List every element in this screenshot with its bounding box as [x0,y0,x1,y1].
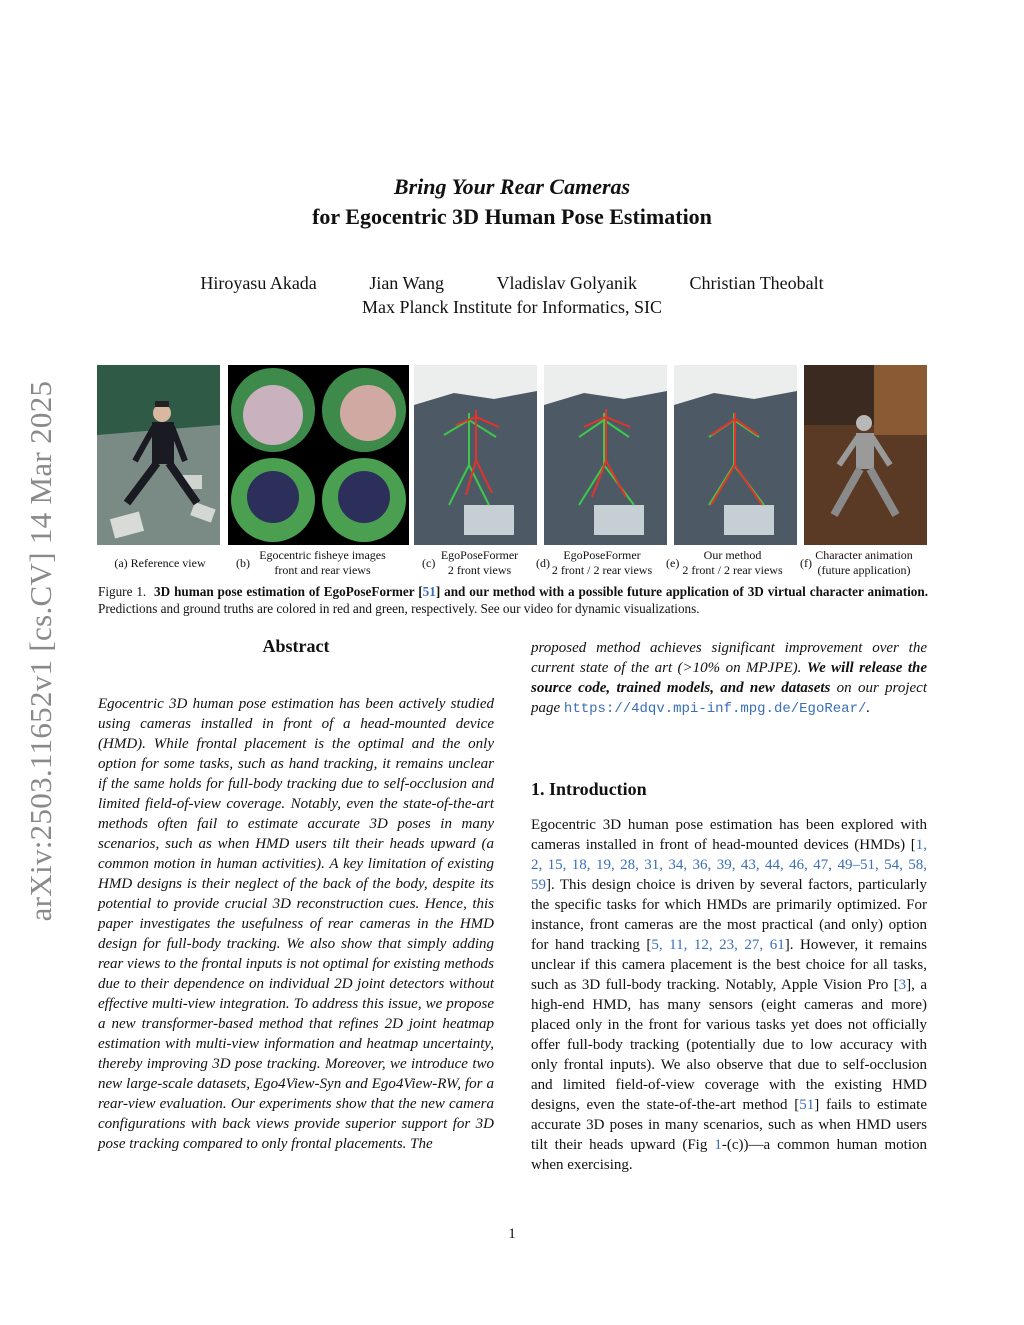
citation-link[interactable]: 5, 11, 12, 23, 27, 61 [651,937,785,953]
figure-panel-fisheye-images [228,365,409,545]
figure-caption: Figure 1. 3D human pose estimation of EgoPoseFormer [51] and our method with a possible future application of 3D virtual character animation. Predictions and ground truths are colored in red and green, respectively. See our video for dynamic visualizations. [98,584,929,616]
figure-panel-reference-view [97,365,220,545]
title-line-1: Bring Your Rear Cameras [393,174,631,199]
citation-link[interactable]: 3 [898,977,907,993]
author-list [0,271,1024,295]
panel-caption-e: (e) Our method 2 front / 2 rear views [666,548,783,577]
citation-link[interactable]: 1, 2, 15, 18, 19, 28, 31, 34, 36, 39, 43, 44, 46, 47, 49–51, 54, 58, 59 [531,837,927,893]
page-number: 1 [508,1226,516,1242]
panel-caption-d: (d) EgoPoseFormer 2 front / 2 rear views [536,548,653,577]
abstract-text: Egocentric 3D human pose estimation has been actively studied using cameras installed in front of a head-mounted device (HMD). While frontal placement is the optimal and the only option for some tasks, such as hand tracking, it remains unclear if the same holds for full-body tracking due to self-occlusion and limited field-of-view coverage. Notably, even the state-of-the-art methods often fail to estimate accurate 3D poses in many scenarios, such as when HMD users tilt their heads upward (a common motion in human activities). A key limitation of existing HMD designs is their neglect of the back of the body, despite its potential to provide crucial 3D reconstruction cues. Hence, this paper investigates the usefulness of rear cameras in the HMD design for full-body tracking. We also show that simply adding rear views to the frontal inputs is not optimal for existing methods due to their dependence on individual 2D joint detectors without effective multi-view integration. To address this issue, we propose a new transformer-based method that refines 2D joint heatmap estimation with multi-view information and heatmap uncertainty, thereby improving 3D pose tracking. Moreover, we introduce two new large-scale datasets, Ego4View-Syn and Ego4View-RW, for a rear-view evaluation. Our experiments show that the new camera configurations with back views provide superior support for 3D pose tracking compared to only frontal placements. The [98,696,494,1152]
section-heading-introduction: 1. Introduction [531,779,647,799]
panel-caption-b: (b) Egocentric fisheye images front and rear views [236,548,386,577]
title-line-2: for Egocentric 3D Human Pose Estimation [312,204,712,229]
panel-caption-f: (f) Character animation (future application) [800,548,913,577]
figure-panel-character-animation [804,365,927,545]
introduction-text: Egocentric 3D human pose estimation has been explored with cameras installed in front of head-mounted devices (HMDs) [1, 2, 15, 18, 19, 28, 31, 34, 36, 39, 43, 44, 46, 47, 49–51, 54, 58, 59]. This design choice is driven by several factors, particularly the specific tasks for which HMDs are primarily optimized. For instance, front cameras are the most practical (and only) option for hand tracking [5, 11, 12, 23, 27, 61]. However, it remains unclear if this camera placement is the best choice for all tasks, such as 3D full-body tracking. Notably, Apple Vision Pro [3], a high-end HMD, has many sensors (eight cameras and more) placed only in the front for various tasks yet does not officially offer full-body tracking (potentially due to low accuracy with only frontal inputs). We also observe that due to self-occlusion and limited field-of-view coverage with the existing HMD designs, even the state-of-the-art method [51] fails to estimate accurate 3D poses in many scenarios, such as when HMD users tilt their heads upward (Fig 1-(c))—a common human motion when exercising. [531,817,928,1173]
author: Christian Theobalt [689,273,824,293]
author: Jian Wang [369,273,445,293]
citation-link[interactable]: 51 [422,584,436,599]
panel-caption-c: (c) EgoPoseFormer 2 front views [422,548,519,577]
figure-panel-egoposeformer-front-rear [544,365,667,545]
arxiv-identifier: arXiv:2503.11652v1 [cs.CV] 14 Mar 2025 [23,380,58,922]
project-url-link[interactable]: https://4dqv.mpi-inf.mpg.de/EgoRear/ [563,701,867,717]
figure-reference-link[interactable]: 1 [714,1137,722,1153]
citation-link[interactable]: 51 [799,1097,815,1113]
affiliation: Max Planck Institute for Informatics, SIC [362,297,662,317]
figure-panel-egoposeformer-front [414,365,537,545]
panel-caption-a: (a) Reference view [114,556,206,570]
abstract-continuation: proposed method achieves significant improvement over the current state of the art (>10% on MPJPE). We will release the source code, trained models, and new datasets on our project page https://4dqv.mpi-inf.mpg.de/EgoRear/. [531,640,927,717]
author: Vladislav Golyanik [496,273,638,293]
figure-panel-our-method [674,365,797,545]
author: Hiroyasu Akada [200,273,317,293]
abstract-heading: Abstract [262,636,330,656]
paper-title [0,172,1024,232]
